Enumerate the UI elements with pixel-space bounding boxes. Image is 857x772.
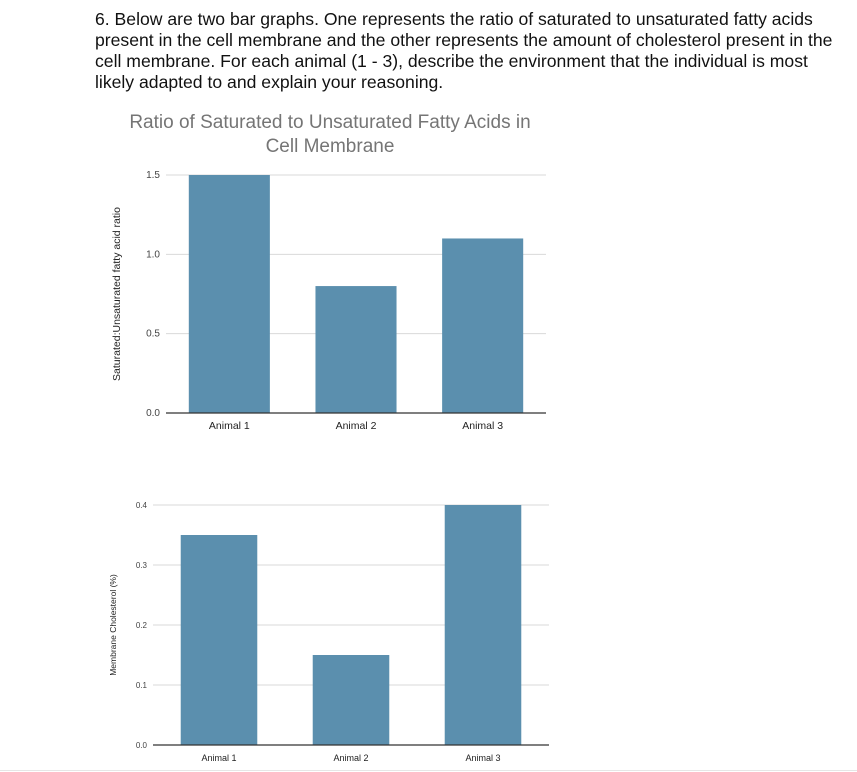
x-category-label: Animal 1 bbox=[201, 753, 237, 763]
y-tick-label: 0.3 bbox=[135, 561, 147, 570]
y-tick-label: 1.0 bbox=[146, 249, 160, 261]
y-tick-label: 1.5 bbox=[146, 170, 160, 181]
chart-title-line: Cell Membrane bbox=[265, 136, 395, 157]
x-category-label: Animal 3 bbox=[465, 753, 501, 763]
y-axis-label: Saturated:Unsaturated fatty acid ratio bbox=[111, 207, 123, 381]
y-tick-label: 0.0 bbox=[135, 741, 147, 750]
bar-animal-1 bbox=[181, 535, 258, 745]
bar-animal-3 bbox=[445, 505, 522, 745]
chart-title-line: Ratio of Saturated to Unsaturated Fatty Acids in bbox=[129, 112, 531, 133]
bar-animal-1 bbox=[189, 175, 270, 413]
y-tick-label: 0.1 bbox=[135, 681, 147, 690]
x-category-label: Animal 2 bbox=[335, 420, 377, 432]
bar-animal-2 bbox=[313, 655, 390, 745]
y-tick-label: 0.0 bbox=[146, 408, 160, 419]
bar-animal-3 bbox=[442, 238, 523, 413]
question-text: 6. Below are two bar graphs. One represents the ratio of saturated to unsaturated fatty acids present in the cell membrane and the other represents the amount of cholesterol present in the cell membrane. For each animal (1 - 3), describe the environment that the individual is most likely adapted to and explain your reasoning. bbox=[95, 9, 833, 92]
fatty-acid-ratio-chart bbox=[100, 108, 560, 448]
y-axis-label: Membrane Cholesterol (%) bbox=[108, 574, 118, 676]
x-category-label: Animal 1 bbox=[208, 420, 250, 432]
x-category-label: Animal 3 bbox=[462, 420, 504, 432]
x-category-label: Animal 2 bbox=[333, 753, 369, 763]
y-tick-label: 0.5 bbox=[146, 328, 160, 340]
y-tick-label: 0.2 bbox=[135, 621, 147, 630]
bar-animal-2 bbox=[315, 286, 396, 413]
membrane-cholesterol-chart bbox=[100, 488, 560, 768]
y-tick-label: 0.4 bbox=[135, 501, 147, 510]
page-bottom-rule bbox=[0, 770, 857, 771]
